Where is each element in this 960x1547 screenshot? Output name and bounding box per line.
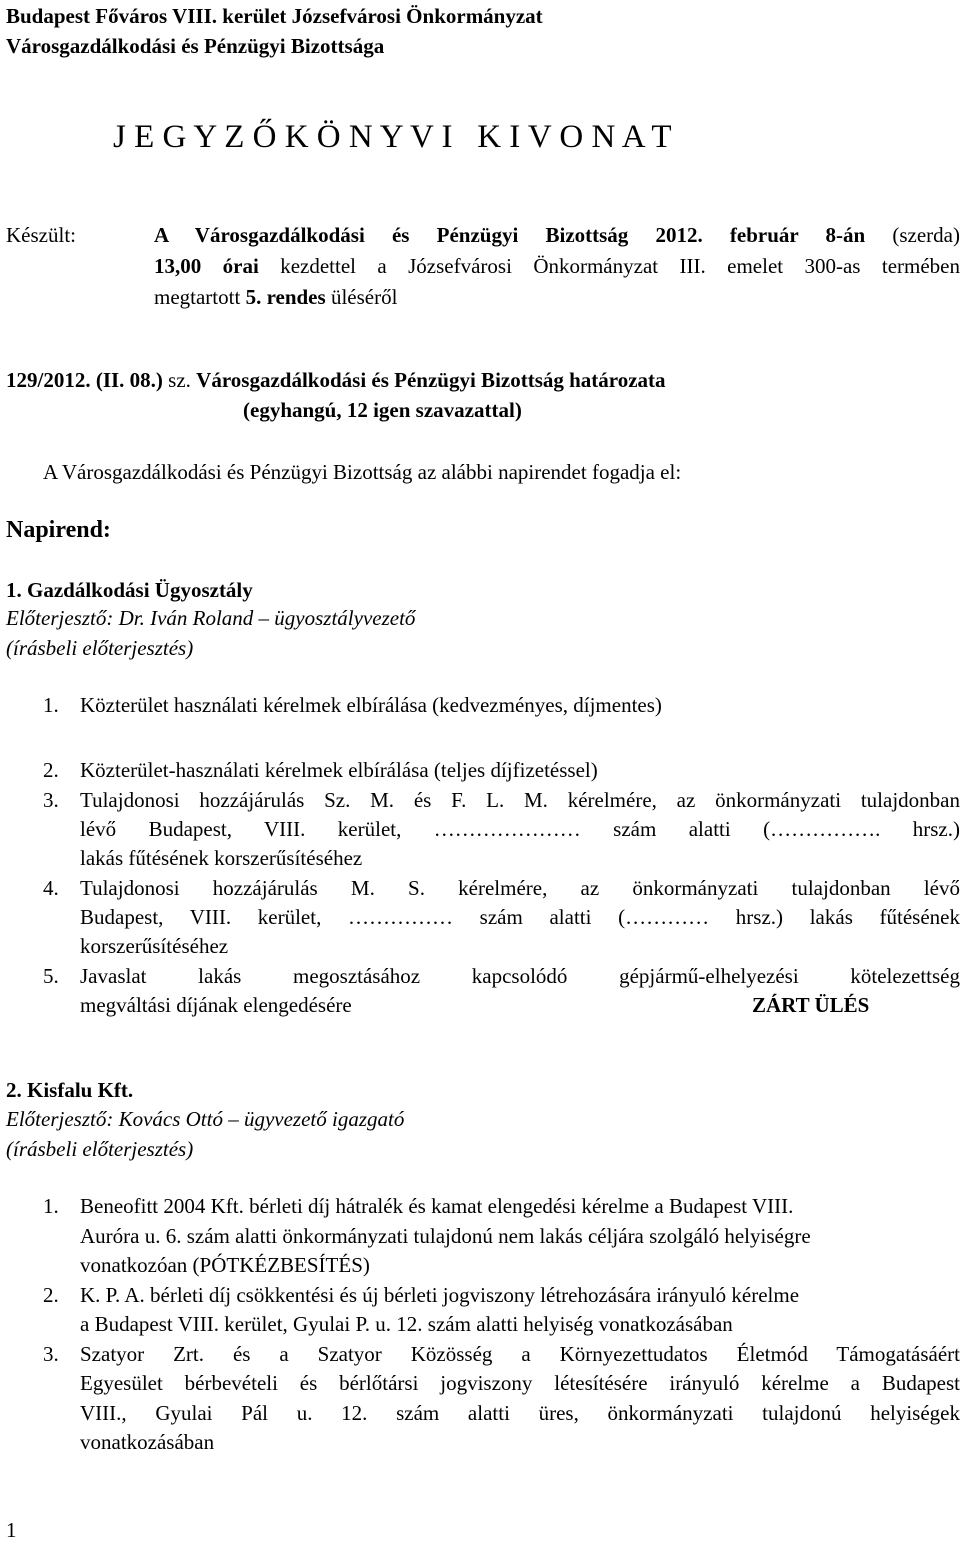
item-text-line: Javaslat lakás megosztásához kapcsolódó gépjármű-elhelyezési kötelezettség — [80, 964, 960, 988]
item-text-line: vonatkozóan (PÓTKÉZBESÍTÉS) — [80, 1253, 370, 1277]
header-line-2: Városgazdálkodási és Pénzügyi Bizottsága — [6, 34, 385, 58]
item-text-line: Auróra u. 6. szám alatti önkormányzati tulajdonú nem lakás céljára szolgáló helyiségre — [80, 1224, 811, 1248]
resolution-number: 129/2012. (II. 08.) — [6, 368, 163, 392]
item-text-line: megváltási díjának elengedésére — [80, 993, 352, 1017]
item-number: 1. — [43, 693, 59, 717]
item-number: 2. — [43, 1283, 59, 1307]
item-number: 4. — [43, 876, 59, 900]
item-number: 1. — [43, 1194, 59, 1218]
item-text-line: Beneofitt 2004 Kft. bérleti díj hátralék és kamat elengedési kérelme a Budapest VIII. — [80, 1194, 794, 1218]
keszult-l2b: kezdettel a Józsefvárosi Önkormányzat III. emelet 300-as termében — [280, 254, 960, 278]
document-title: J E G Y Z Ő K Ö N Y V I K I V O N A T — [113, 119, 672, 155]
section-1-presenter: Előterjesztő: Dr. Iván Roland – ügyosztályvezető — [6, 606, 416, 630]
section-2-type: (írásbeli előterjesztés) — [6, 1137, 194, 1161]
item-text-line: VIII., Gyulai Pál u. 12. szám alatti üres, önkormányzati tulajdonú helyiségek — [80, 1401, 960, 1425]
section-1-title: 1. Gazdálkodási Ügyosztály — [6, 578, 253, 602]
item-text-line: lévő Budapest, VIII. kerület, ………………… szám alatti (……………. hrsz.) — [80, 817, 960, 841]
item-text-line: vonatkozásában — [80, 1430, 215, 1454]
resolution-sz: sz. — [168, 368, 191, 392]
keszult-l2a: 13,00 órai — [154, 254, 259, 278]
napirend-label: Napirend: — [6, 517, 111, 543]
item-number: 3. — [43, 1342, 59, 1366]
resolution-text: A Városgazdálkodási és Pénzügyi Bizottság az alábbi napirendet fogadja el: — [43, 460, 682, 484]
page-number: 1 — [6, 1518, 17, 1542]
keszult-line-3 — [154, 285, 397, 310]
keszult-l3c: üléséről — [330, 285, 398, 309]
item-number: 3. — [43, 788, 59, 812]
item-text-line: Közterület használati kérelmek elbírálása (kedvezményes, díjmentes) — [80, 693, 662, 717]
item-text-line: korszerűsítéséhez — [80, 934, 229, 958]
keszult-l1b: (szerda) — [892, 223, 960, 247]
item-number: 2. — [43, 758, 59, 782]
item-text-line: lakás fűtésének korszerűsítéséhez — [80, 846, 363, 870]
item-text-line: Közterület-használati kérelmek elbírálása (teljes díjfizetéssel) — [80, 758, 598, 782]
item-text-line: a Budapest VIII. kerület, Gyulai P. u. 12. szám alatti helyiség vonatkozásában — [80, 1312, 733, 1336]
item-text-line: Budapest, VIII. kerület, …………… szám alatti (………… hrsz.) lakás fűtésének — [80, 905, 960, 929]
keszult-line-1 — [154, 223, 960, 248]
section-2-presenter: Előterjesztő: Kovács Ottó – ügyvezető igazgató — [6, 1107, 405, 1131]
item-text-line: Egyesület bérbevételi és bérlőtársi jogviszony létesítésére irányuló kérelme a Budapest — [80, 1371, 960, 1395]
item-text-line: Tulajdonosi hozzájárulás M. S. kérelmére, az önkormányzati tulajdonban lévő — [80, 876, 960, 900]
keszult-l3a: megtartott — [154, 285, 241, 309]
item-text-line: Tulajdonosi hozzájárulás Sz. M. és F. L. M. kérelmére, az önkormányzati tulajdonban — [80, 788, 960, 812]
resolution-vote: (egyhangú, 12 igen szavazattal) — [243, 398, 522, 422]
keszult-line-2 — [154, 254, 960, 279]
item-text-line: Szatyor Zrt. és a Szatyor Közösség a Környezettudatos Életmód Támogatásáért — [80, 1342, 960, 1366]
closed-session-label: ZÁRT ÜLÉS — [752, 993, 870, 1017]
item-text-line: K. P. A. bérleti díj csökkentési és új bérleti jogviszony létrehozására irányuló kérelme — [80, 1283, 800, 1307]
item-number: 5. — [43, 964, 59, 988]
resolution-line-1 — [6, 368, 666, 393]
section-2-title: 2. Kisfalu Kft. — [6, 1078, 134, 1102]
keszult-label: Készült: — [6, 223, 76, 247]
header-line-1: Budapest Főváros VIII. kerület Józsefvárosi Önkormányzat — [6, 4, 543, 28]
keszult-l1a: A Városgazdálkodási és Pénzügyi Bizottság 2012. február 8-án — [154, 223, 866, 247]
resolution-body: Városgazdálkodási és Pénzügyi Bizottság határozata — [196, 368, 666, 392]
keszult-l3b: 5. rendes — [245, 285, 326, 309]
section-1-type: (írásbeli előterjesztés) — [6, 636, 194, 660]
